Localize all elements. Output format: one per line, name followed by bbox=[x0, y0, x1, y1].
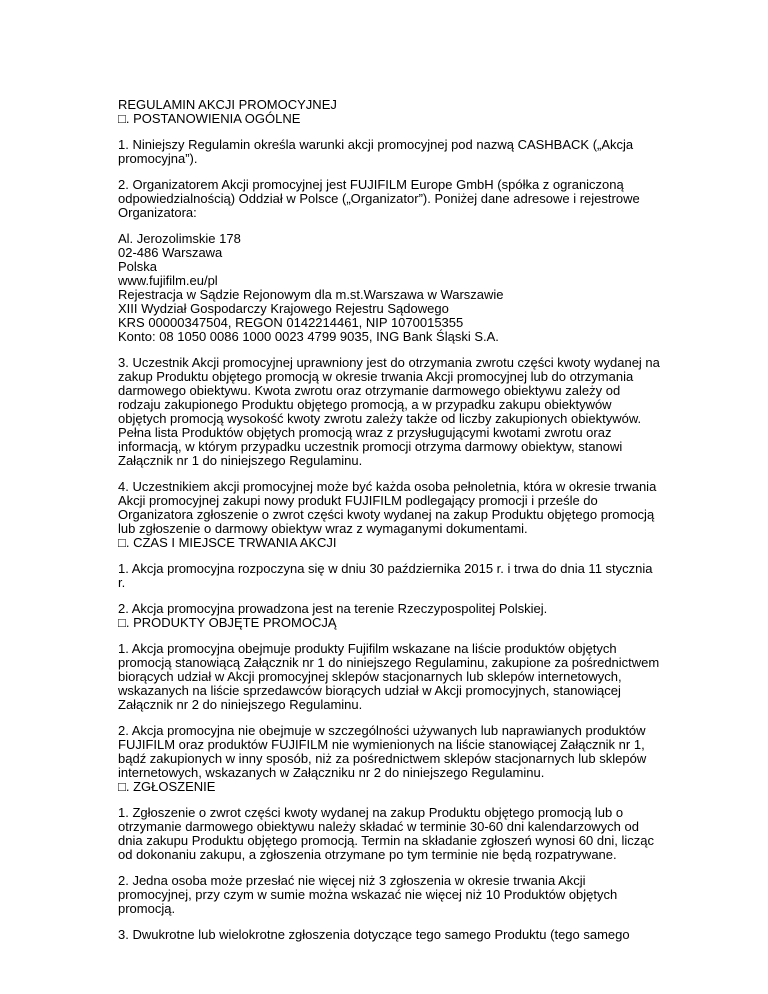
section-heading-time-place: □. CZAS I MIEJSCE TRWANIA AKCJI bbox=[118, 535, 337, 550]
paragraph-line: objętych promocją wysokość kwoty zwrotu zależy także od liczby zakupionych obiektywów. bbox=[118, 411, 642, 426]
time-paragraph-1 bbox=[118, 562, 663, 590]
paragraph-4 bbox=[118, 480, 663, 536]
paragraph-3 bbox=[118, 356, 663, 468]
paragraph-2 bbox=[118, 178, 663, 220]
submission-paragraph-1 bbox=[118, 806, 663, 862]
products-paragraph-1 bbox=[118, 642, 663, 712]
address-line: KRS 00000347504, REGON 0142214461, NIP 1070015355 bbox=[118, 315, 464, 330]
paragraph-line: informacją, w którym przypadku uczestnik promocji otrzyma darmowy obiektyw, stanowi bbox=[118, 439, 623, 454]
paragraph-line: promocją. bbox=[118, 901, 176, 916]
paragraph-line: Załącznik nr 1 do niniejszego Regulaminu. bbox=[118, 453, 363, 468]
paragraph-line: FUJIFILM oraz produktów FUJIFILM nie wymienionych na liście stanowiącej Załącznik nr 1, bbox=[118, 737, 645, 752]
paragraph-line: otrzymanie darmowego obiektywu należy składać w terminie 30-60 dni kalendarzowych od bbox=[118, 819, 639, 834]
address-line: Polska bbox=[118, 259, 158, 274]
paragraph-line: 4. Uczestnikiem akcji promocyjnej może być każda osoba pełnoletnia, która w okresie trwania bbox=[118, 479, 657, 494]
section-heading-products: □. PRODUKTY OBJĘTE PROMOCJĄ bbox=[118, 615, 337, 630]
paragraph-line: 3. Uczestnik Akcji promocyjnej uprawniony jest do otrzymania zwrotu części kwoty wydanej na bbox=[118, 355, 660, 370]
paragraph-line: r. bbox=[118, 575, 126, 590]
paragraph-line: Organizatora: bbox=[118, 205, 197, 220]
paragraph-line: 1. Akcja promocyjna obejmuje produkty Fujifilm wskazane na liście produktów objętych bbox=[118, 641, 617, 656]
paragraph-line: lub zgłoszenie o darmowy obiektyw wraz z wymaganymi dokumentami. bbox=[118, 521, 528, 536]
paragraph-line: Organizatora zgłoszenie o zwrot części kwoty wydanej na zakup Produktu objętego promocją bbox=[118, 507, 655, 522]
paragraph-line: 2. Jedna osoba może przesłać nie więcej niż 3 zgłoszenia w okresie trwania Akcji bbox=[118, 873, 586, 888]
submission-paragraph-3 bbox=[118, 928, 663, 942]
paragraph-line: 1. Zgłoszenie o zwrot części kwoty wydanej na zakup Produktu objętego promocją lub o bbox=[118, 805, 624, 820]
section-heading-general: □. POSTANOWIENIA OGÓLNE bbox=[118, 111, 301, 126]
paragraph-line: 2. Akcja promocyjna prowadzona jest na terenie Rzeczypospolitej Polskiej. bbox=[118, 601, 548, 616]
paragraph-line: promocją stanowiącą Załącznik nr 1 do niniejszego Regulaminu, zakupione za pośrednictwem bbox=[118, 655, 660, 670]
paragraph-line: Akcji promocyjnej zakupi nowy produkt FUJIFILM podlegający promocji i prześle do bbox=[118, 493, 598, 508]
paragraph-line: internetowych, wskazanych w Załączniku nr 2 do niniejszego Regulaminu. bbox=[118, 765, 545, 780]
organizer-address bbox=[118, 232, 663, 344]
paragraph-line: 2. Akcja promocyjna nie obejmuje w szczególności używanych lub naprawianych produktów bbox=[118, 723, 646, 738]
paragraph-line: Załącznik nr 2 do niniejszego Regulaminu. bbox=[118, 697, 363, 712]
paragraph-line: od dokonaniu zakupu, a zgłoszenia otrzymane po tym terminie nie będą rozpatrywane. bbox=[118, 847, 617, 862]
paragraph-line: 2. Organizatorem Akcji promocyjnej jest FUJIFILM Europe GmbH (spółka z ograniczoną bbox=[118, 177, 624, 192]
paragraph-1 bbox=[118, 138, 663, 166]
paragraph-line: promocyjnej, przy czym w sumie można wskazać nie więcej niż 10 Produktów objętych bbox=[118, 887, 618, 902]
paragraph-line: bądź zakupionych w inny sposób, niż za pośrednictwem sklepów stacjonarnych lub sklepów bbox=[118, 751, 647, 766]
paragraph-line: zakup Produktu objętego promocją w okresie trwania Akcji promocyjnej lub do otrzymania bbox=[118, 369, 634, 384]
paragraph-line: darmowego obiektywu. Kwota zwrotu oraz otrzymanie darmowego obiektywu zależy od bbox=[118, 383, 621, 398]
section-heading-submission: □. ZGŁOSZENIE bbox=[118, 779, 216, 794]
paragraph-line: promocyjna”). bbox=[118, 151, 198, 166]
paragraph-line: wskazanych na liście sprzedawców biorących udział w Akcji promocyjnych, stanowiącej bbox=[118, 683, 621, 698]
submission-paragraph-2 bbox=[118, 874, 663, 916]
time-paragraph-2 bbox=[118, 602, 663, 616]
document-title: REGULAMIN AKCJI PROMOCYJNEJ bbox=[118, 97, 337, 112]
address-line: www.fujifilm.eu/pl bbox=[118, 273, 218, 288]
paragraph-line: 1. Niniejszy Regulamin określa warunki akcji promocyjnej pod nazwą CASHBACK („Akcja bbox=[118, 137, 634, 152]
paragraph-line: biorących udział w Akcji promocyjnej sklepów stacjonarnych lub sklepów internetowych, bbox=[118, 669, 622, 684]
paragraph-line: Pełna lista Produktów objętych promocją wraz z przysługującymi kwotami zwrotu oraz bbox=[118, 425, 612, 440]
address-line: Al. Jerozolimskie 178 bbox=[118, 231, 241, 246]
paragraph-line: odpowiedzialnością) Oddział w Polsce („Organizator”). Poniżej dane adresowe i rejestrowe bbox=[118, 191, 640, 206]
products-paragraph-2 bbox=[118, 724, 663, 780]
paragraph-line: rodzaju zakupionego Produktu objętego promocją, a w przypadku zakupu obiektywów bbox=[118, 397, 612, 412]
address-line: 02-486 Warszawa bbox=[118, 245, 223, 260]
document-page bbox=[118, 98, 663, 942]
address-line: Konto: 08 1050 0086 1000 0023 4799 9035, ING Bank Śląski S.A. bbox=[118, 329, 499, 344]
address-line: Rejestracja w Sądzie Rejonowym dla m.st.Warszawa w Warszawie bbox=[118, 287, 504, 302]
address-line: XIII Wydział Gospodarczy Krajowego Rejestru Sądowego bbox=[118, 301, 449, 316]
paragraph-line: 1. Akcja promocyjna rozpoczyna się w dniu 30 października 2015 r. i trwa do dnia 11 stycznia bbox=[118, 561, 653, 576]
paragraph-line: dnia zakupu Produktu objętego promocją. Termin na składanie zgłoszeń wynosi 60 dni, licząc bbox=[118, 833, 654, 848]
paragraph-line: 3. Dwukrotne lub wielokrotne zgłoszenia dotyczące tego samego Produktu (tego samego bbox=[118, 927, 630, 942]
